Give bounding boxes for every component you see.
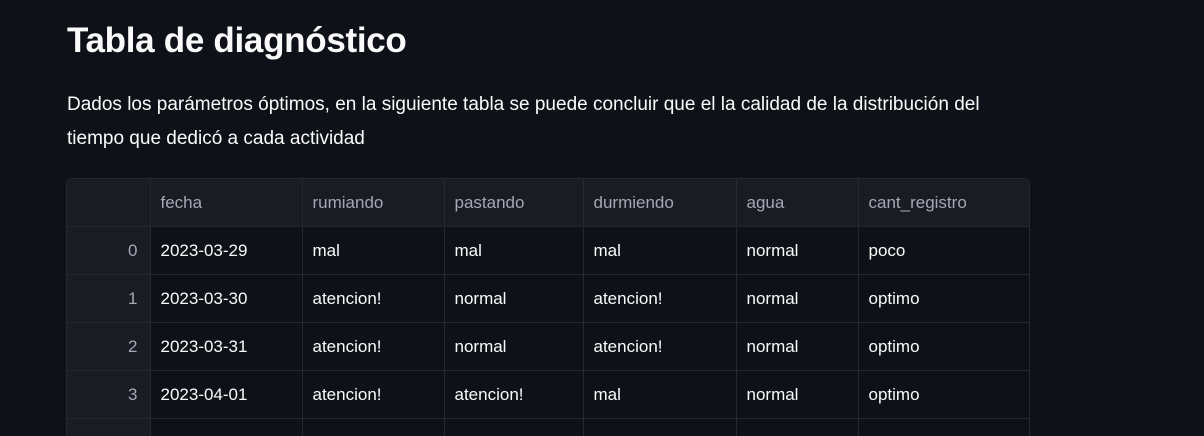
table-cell[interactable]: normal	[444, 323, 583, 371]
table-cell[interactable]: optimo	[858, 371, 1029, 419]
table-cell[interactable]: optimo	[858, 323, 1029, 371]
table-cell[interactable]: 2023-03-29	[150, 227, 302, 275]
column-header-pastando[interactable]: pastando	[444, 179, 583, 227]
table-cell-cut-off	[583, 419, 736, 436]
page-title: Tabla de diagnóstico	[67, 21, 407, 60]
table-cell[interactable]: mal	[583, 371, 736, 419]
column-header-cant-registro[interactable]: cant_registro	[858, 179, 1029, 227]
table-cell-cut-off	[302, 419, 444, 436]
column-header-rumiando[interactable]: rumiando	[302, 179, 444, 227]
row-index: 0	[67, 227, 150, 275]
table-cell[interactable]: 2023-04-01	[150, 371, 302, 419]
table-cell[interactable]: normal	[736, 323, 858, 371]
table-cell[interactable]: 2023-03-30	[150, 275, 302, 323]
table-row	[67, 323, 1029, 371]
table-cell[interactable]: atencion!	[302, 371, 444, 419]
table-cell[interactable]: atencion!	[583, 323, 736, 371]
table-cell[interactable]: mal	[583, 227, 736, 275]
table-cell[interactable]: 2023-03-31	[150, 323, 302, 371]
page-description: Dados los parámetros óptimos, en la siguiente tabla se puede concluir que el la calidad de la distribución del tiempo que dedicó a cada actividad	[67, 94, 980, 149]
table-cell-cut-off	[150, 419, 302, 436]
table-cell[interactable]: poco	[858, 227, 1029, 275]
table-header-row	[67, 179, 1029, 227]
table-cell-cut-off	[444, 419, 583, 436]
table-row	[67, 275, 1029, 323]
table-cell[interactable]: normal	[736, 227, 858, 275]
table-cell[interactable]: normal	[736, 371, 858, 419]
diagnostic-table[interactable]	[66, 178, 1030, 436]
table-cell[interactable]: atencion!	[302, 275, 444, 323]
index-column-header	[67, 179, 150, 227]
column-header-fecha[interactable]: fecha	[150, 179, 302, 227]
table-cell-cut-off	[858, 419, 1029, 436]
data-table	[67, 179, 1029, 436]
table-cell[interactable]: mal	[444, 227, 583, 275]
row-index: 2	[67, 323, 150, 371]
table-cell[interactable]: mal	[302, 227, 444, 275]
row-index: 1	[67, 275, 150, 323]
table-cell[interactable]: optimo	[858, 275, 1029, 323]
table-row-partial	[67, 419, 1029, 436]
table-row	[67, 371, 1029, 419]
column-header-durmiendo[interactable]: durmiendo	[583, 179, 736, 227]
table-row	[67, 227, 1029, 275]
table-cell-cut-off	[736, 419, 858, 436]
table-cell[interactable]: atencion!	[583, 275, 736, 323]
table-cell[interactable]: normal	[444, 275, 583, 323]
table-cell[interactable]: normal	[736, 275, 858, 323]
row-index-cut-off	[67, 419, 150, 436]
row-index: 3	[67, 371, 150, 419]
column-header-agua[interactable]: agua	[736, 179, 858, 227]
table-cell[interactable]: atencion!	[444, 371, 583, 419]
table-cell[interactable]: atencion!	[302, 323, 444, 371]
